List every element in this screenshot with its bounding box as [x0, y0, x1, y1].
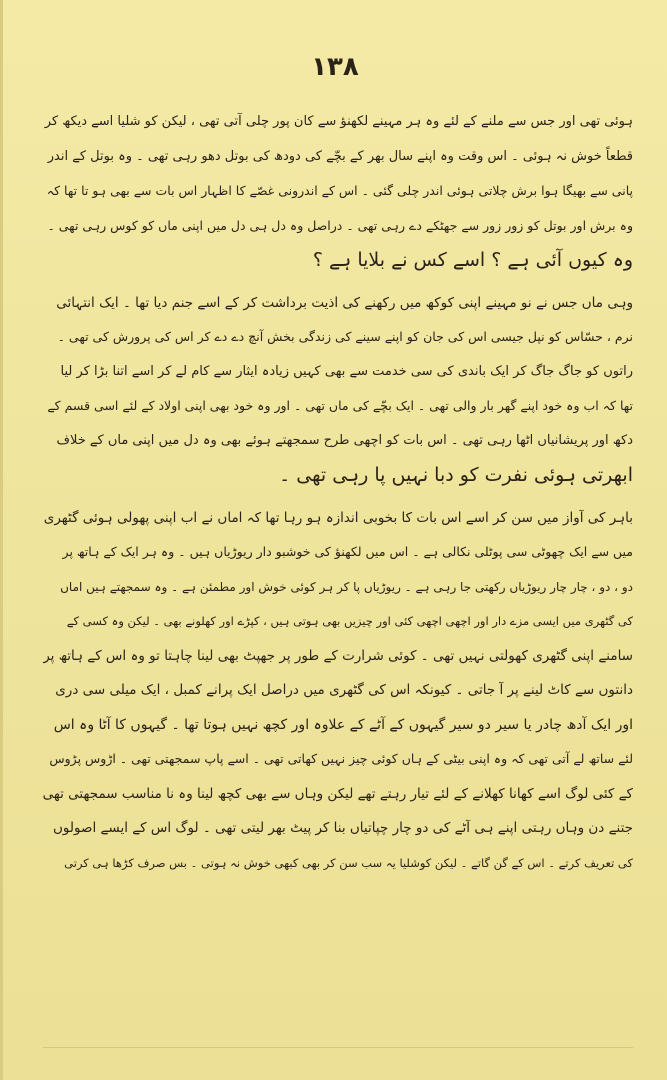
- text-line: کی تعریف کرتے ۔ اس کے گن گاتے ۔ لیکن کوشلیا یہ سب سن کر بھی کبھی خوش نہ ہوتی ۔ بس صرف کڑھا ہی کرتی: [64, 855, 633, 870]
- text-line: دکھ اور پریشانیاں اٹھا رہی تھی ۔ اس بات کو اچھی طرح سمجھتے ہوئے بھی وہ دل میں اپنی ماں کے خلاف: [56, 432, 633, 448]
- text-line: تھا کہ اب وہ خود اپنے گھر بار والی تھی ۔ ایک بچّے کی ماں تھی ۔ اور وہ خود بھی اپنی اولاد کے لئے اسی قسم کے: [47, 398, 633, 413]
- text-line: نرم ، حسّاس کو نپل جیسی اس کی جان کو اپنے سینے کی زندگی بخش آنچ دے دے کر اس کی پرورش کی تھی ۔: [57, 329, 633, 344]
- text-line: وہ کیوں آئی ہے ؟ اسے کس نے بلایا ہے ؟: [312, 249, 633, 271]
- paragraph-1: [43, 105, 633, 278]
- text-line: وہی ماں جس نے نو مہینے اپنی کوکھ میں رکھنے کی اذیت برداشت کر کے اسے جنم دیا تھا ۔ ایک انتہائی: [56, 294, 633, 311]
- paragraph-2: [43, 286, 633, 493]
- page-number: ۱۳۸: [311, 52, 359, 82]
- text-line: سامنے اپنی گٹھری کھولتی نہیں تھی ۔ کوئی شرارت کے طور پر جھپٹ بھی لینا چاہتا تو وہ اس کے ہاتھ پر: [43, 647, 633, 664]
- text-line: راتوں کو جاگ جاگ کر ایک باندی کی سی خدمت سے بھی کہیں زیادہ ایثار سے کام لے کر اسے اتنا بڑا کر لیا: [60, 363, 633, 379]
- text-line: دو ، دو ، چار چار ریوڑیاں رکھتی جا رہی ہے ۔ ریوڑیاں پا کر ہر کوئی خوش اور مطمئن ہے ۔ وہ سمجھتے ہیں اماں: [60, 579, 633, 594]
- text-line: باہر کی آواز میں سن کر اسے اس بات کا بخوبی اندازہ ہو رہا تھا کہ اماں نے اب اپنی پھولی ہوئی گٹھری: [43, 509, 633, 526]
- text-line: دانتوں سے کاٹ لینے پر آ جاتی ۔ کیونکہ اس کی گٹھری میں دراصل ایک پرانے کمبل ، ایک میلی سی دری: [55, 682, 633, 698]
- text-line: کے کئی لوگ اسے کھانا کھلانے کے لئے تیار رہتے تھے لیکن وہاں سے بھی کچھ لینا وہ نا مناسب سمجھتی تھی: [43, 785, 633, 802]
- text-line: جتنے دن وہاں رہتی اپنے ہی آٹے کی دو چار چپاتیاں بنا کر پیٹ بھر لیتی تھی ۔ لوگ اس کے ایسے اصولوں: [53, 820, 633, 836]
- text-line: کی گٹھری میں ایسی مزے دار اور اچھی اچھی کئی اور چیزیں بھی ہوتی ہیں ، کپڑے اور کھلونے بھی ۔ لیکن وہ کسی کے: [66, 614, 633, 628]
- paragraph-3: [43, 501, 633, 881]
- text-line: ابھرتی ہوئی نفرت کو دبا نہیں پا رہی تھی ۔: [279, 464, 633, 486]
- page-bottom-edge: [43, 1047, 633, 1048]
- text-line: وہ برش اور بوتل کو زور زور سے جھٹکے دے رہی تھی ۔ دراصل وہ دل ہی دل میں اپنی ماں کو کوس رہی تھی ۔: [47, 217, 633, 233]
- text-line: پانی سے بھیگا ہوا برش چلاتی ہوئی اندر چلی گئی ۔ اس کے اندرونی غصّے کا اظہار اس بات سے بھی ہو تا تھا کہ: [46, 183, 633, 198]
- text-line: اور ایک آدھ چادر یا سیر دو سیر گیہوں کے آٹے کے علاوہ اور کچھ نہیں ہوتا تھا ۔ گیہوں کا آٹا وہ اس: [53, 716, 633, 733]
- text-line: ہوئی تھی اور جس سے ملنے کے لئے وہ ہر مہینے لکھنؤ سے کان پور چلی آتی تھی ، لیکن کو شلیا اسے دیکھ کر: [44, 114, 633, 129]
- text-line: میں سے ایک چھوٹی سی پوٹلی نکالی ہے ۔ اس میں لکھنؤ کی خوشبو دار ریوڑیاں ہیں ۔ وہ ہر ایک کے ہاتھ پر: [62, 544, 633, 559]
- text-line: لئے ساتھ لے آتی تھی کہ وہ اپنی بیٹی کے ہاں کوئی چیز نہیں کھاتی تھی ۔ اسے پاپ سمجھتی تھی ۔ اڑوس پڑوس: [49, 751, 633, 766]
- text-line: قطعاً خوش نہ ہوئی ۔ اس وقت وہ اپنے سال بھر کے بچّے کی دودھ کی بوتل دھو رہی تھی ۔ وہ بوتل کے اندر: [47, 148, 633, 164]
- page-body-text: [43, 105, 633, 880]
